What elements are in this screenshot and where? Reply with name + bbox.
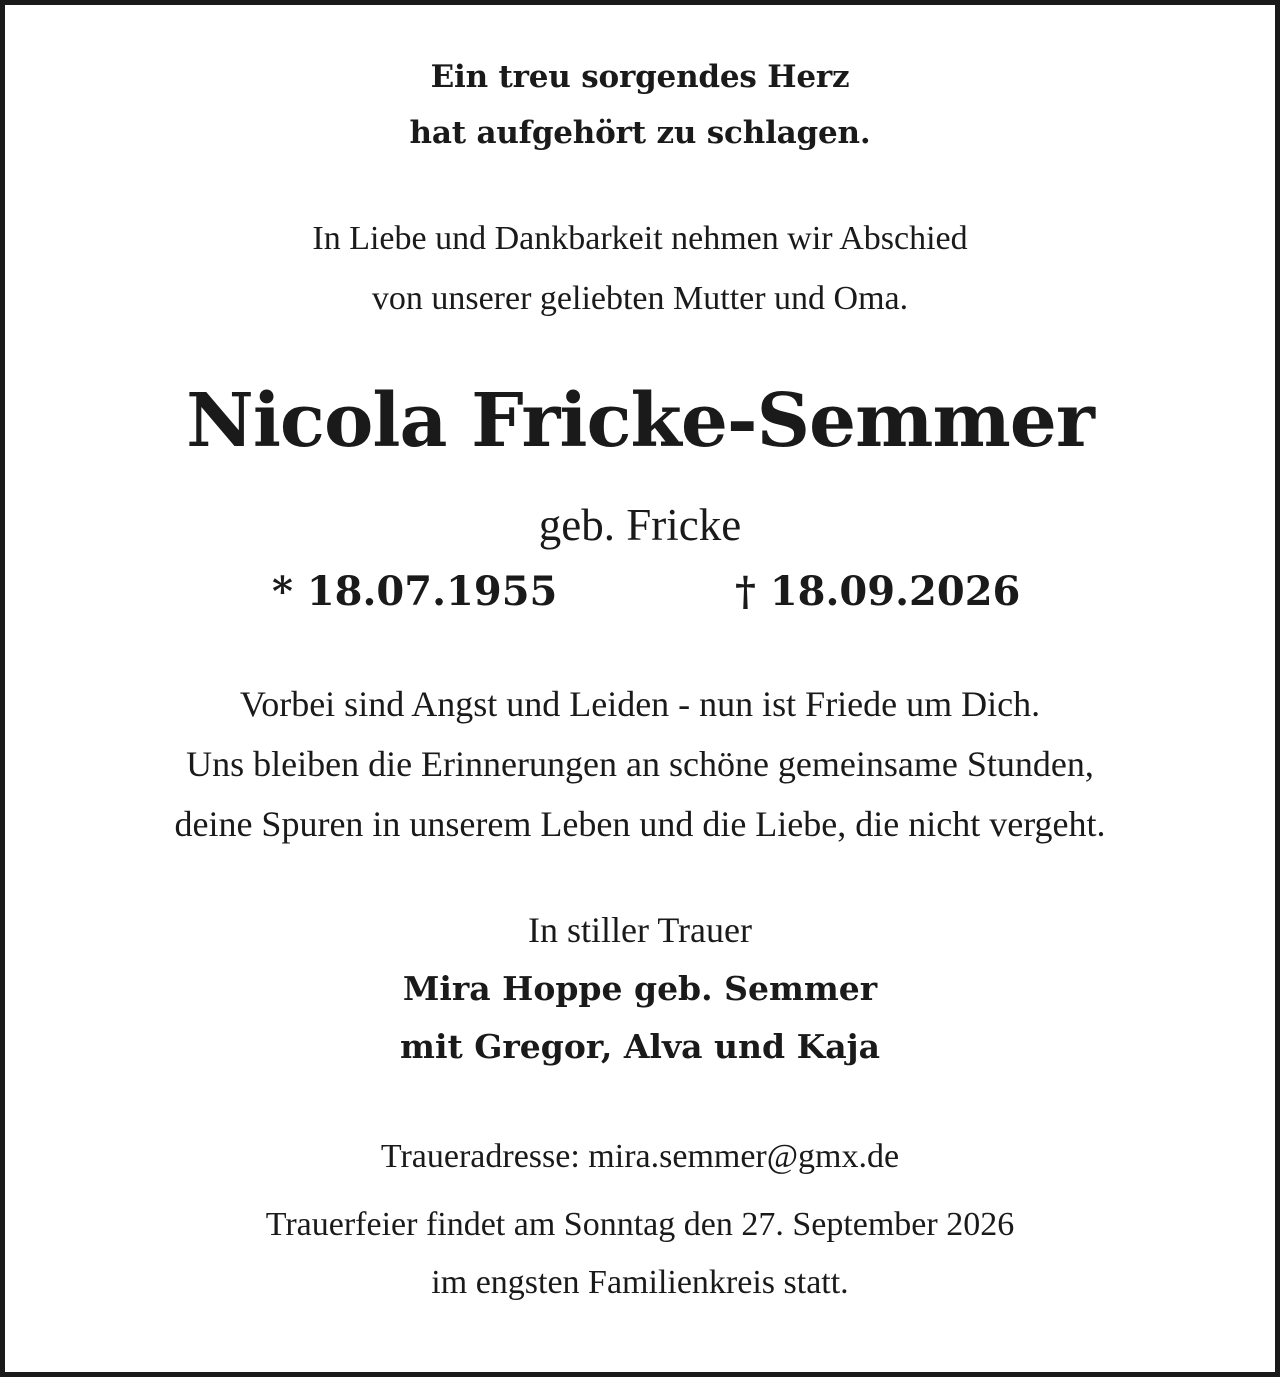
mourner-family: mit Gregor, Alva und Kaja: [400, 1027, 880, 1066]
motto-line-1: Ein treu sorgendes Herz: [430, 59, 850, 95]
verse-line-3: deine Spuren in unserem Leben und die Liebe, die nicht vergeht.: [174, 804, 1106, 844]
death-date: † 18.09.2026: [735, 568, 1021, 615]
deceased-name: Nicola Fricke-Semmer: [186, 378, 1094, 464]
motto-line-2: hat aufgehört zu schlagen.: [409, 115, 871, 151]
birth-date: * 18.07.1955: [272, 568, 558, 615]
mourning-heading: In stiller Trauer: [528, 910, 752, 950]
ceremony-line-2: im engsten Familienkreis statt.: [431, 1264, 849, 1301]
mourner-name: Mira Hoppe geb. Semmer: [402, 969, 878, 1008]
ceremony-line-1: Trauerfeier findet am Sonntag den 27. September 2026: [265, 1206, 1015, 1243]
intro-line-1: In Liebe und Dankbarkeit nehmen wir Abschied: [312, 220, 968, 257]
verse-line-1: Vorbei sind Angst und Leiden - nun ist Friede um Dich.: [239, 684, 1041, 724]
maiden-name: geb. Fricke: [538, 500, 742, 550]
condolence-address: Traueradresse: mira.semmer@gmx.de: [380, 1138, 900, 1175]
intro-line-2: von unserer geliebten Mutter und Oma.: [371, 280, 909, 317]
verse-line-2: Uns bleiben die Erinnerungen an schöne gemeinsame Stunden,: [186, 744, 1094, 784]
